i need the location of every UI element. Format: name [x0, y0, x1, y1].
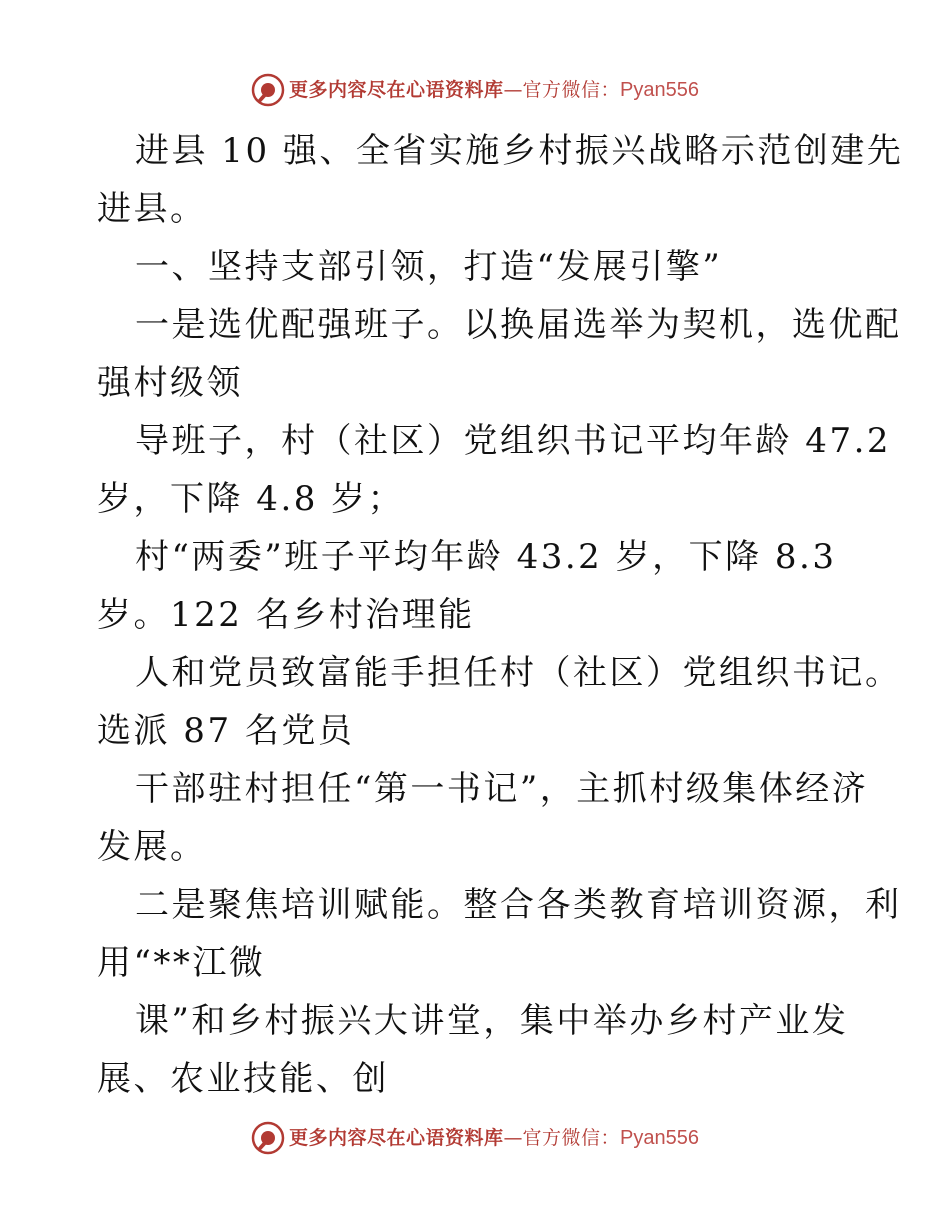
banner-main-text: 更多内容尽在心语资料库 [289, 1127, 504, 1149]
body-line: 导班子，村（社区）党组织书记平均年龄 47.2 [135, 421, 892, 461]
body-line: 人和党员致富能手担任村（社区）党组织书记。 [135, 653, 902, 693]
body-line: 课”和乡村振兴大讲堂，集中举办乡村产业发 [135, 1001, 849, 1041]
brand-logo-icon [251, 73, 285, 107]
body-line: 展、农业技能、创 [97, 1059, 389, 1099]
body-line: 用“**江微 [97, 943, 266, 983]
body-line: 发展。 [97, 827, 207, 867]
body-line: 干部驻村担任“第一书记”，主抓村级集体经济 [135, 769, 869, 809]
header-watermark-banner [0, 70, 950, 110]
banner-dash: — [503, 79, 523, 101]
banner-wechat-id: Pyan556 [620, 1127, 699, 1149]
body-line: 岁，下降 4.8 岁； [97, 479, 405, 519]
body-line: 二是聚焦培训赋能。整合各类教育培训资源，利 [135, 885, 902, 925]
banner-wechat-id: Pyan556 [620, 79, 699, 101]
body-line: 进县。 [97, 189, 207, 229]
body-line: 村“两委”班子平均年龄 43.2 岁，下降 8.3 [135, 537, 837, 577]
banner-sub-text: 官方微信： [522, 79, 621, 101]
banner-dash: — [503, 1127, 523, 1149]
body-line: 一是选优配强班子。以换届选举为契机，选优配 [135, 305, 902, 345]
document-body [97, 122, 904, 1108]
section-heading: 一、坚持支部引领，打造“发展引擎” [135, 247, 723, 287]
banner-main-text: 更多内容尽在心语资料库 [289, 79, 504, 101]
body-line: 选派 87 名党员 [97, 711, 355, 751]
body-line: 岁。122 名乡村治理能 [97, 595, 475, 635]
brand-logo-icon [251, 1121, 285, 1155]
banner-sub-text: 官方微信： [522, 1127, 621, 1149]
body-line: 进县 10 强、全省实施乡村振兴战略示范创建先 [135, 131, 904, 171]
footer-watermark-banner [0, 1118, 950, 1158]
body-line: 强村级领 [97, 363, 243, 403]
